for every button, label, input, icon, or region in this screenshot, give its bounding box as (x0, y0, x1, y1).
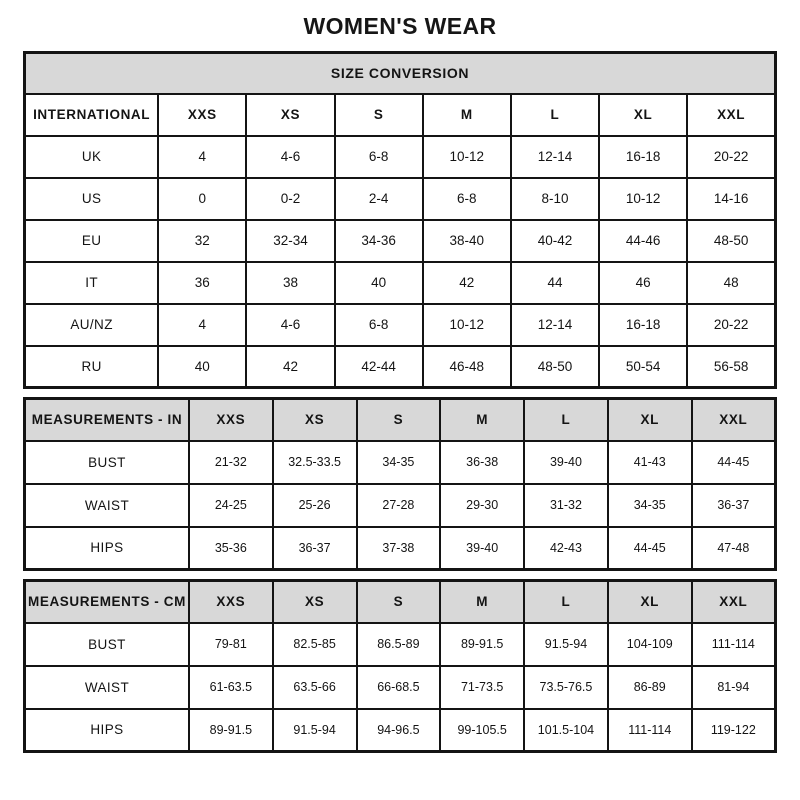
row-label: EU (25, 220, 159, 262)
value-cell: 47-48 (692, 527, 776, 570)
column-header: XL (608, 581, 692, 623)
value-cell: 111-114 (608, 709, 692, 752)
value-cell: 2-4 (335, 178, 423, 220)
value-cell: 20-22 (687, 304, 775, 346)
value-cell: 104-109 (608, 623, 692, 666)
value-cell: 38-40 (423, 220, 511, 262)
value-cell: 36-37 (692, 484, 776, 527)
value-cell: 40 (158, 346, 246, 388)
value-cell: 38 (246, 262, 334, 304)
value-cell: 36 (158, 262, 246, 304)
table-row (25, 304, 776, 346)
page-title: WOMEN'S WEAR (303, 13, 497, 39)
column-header: XS (246, 94, 334, 136)
column-header: XXL (692, 399, 776, 441)
value-cell: 36-37 (273, 527, 357, 570)
value-cell: 63.5-66 (273, 666, 357, 709)
table-row (25, 709, 776, 752)
value-cell: 10-12 (599, 178, 687, 220)
value-cell: 99-105.5 (440, 709, 524, 752)
value-cell: 4-6 (246, 304, 334, 346)
corner-header: MEASUREMENTS - CM (25, 581, 189, 623)
column-header: S (357, 581, 441, 623)
value-cell: 21-32 (189, 441, 273, 484)
value-cell: 34-36 (335, 220, 423, 262)
value-cell: 42-44 (335, 346, 423, 388)
row-label: BUST (25, 441, 189, 484)
value-cell: 86-89 (608, 666, 692, 709)
value-cell: 91.5-94 (524, 623, 608, 666)
corner-header: INTERNATIONAL (25, 94, 159, 136)
measurements-in-table (23, 397, 777, 571)
value-cell: 4-6 (246, 136, 334, 178)
value-cell: 111-114 (692, 623, 776, 666)
value-cell: 73.5-76.5 (524, 666, 608, 709)
table-row (25, 441, 776, 484)
value-cell: 6-8 (423, 178, 511, 220)
value-cell: 50-54 (599, 346, 687, 388)
table-banner: SIZE CONVERSION (25, 53, 776, 94)
value-cell: 14-16 (687, 178, 775, 220)
value-cell: 34-35 (608, 484, 692, 527)
value-cell: 10-12 (423, 304, 511, 346)
column-header: L (524, 399, 608, 441)
value-cell: 66-68.5 (357, 666, 441, 709)
value-cell: 20-22 (687, 136, 775, 178)
value-cell: 61-63.5 (189, 666, 273, 709)
value-cell: 8-10 (511, 178, 599, 220)
value-cell: 41-43 (608, 441, 692, 484)
column-header: XS (273, 581, 357, 623)
column-header: XS (273, 399, 357, 441)
value-cell: 35-36 (189, 527, 273, 570)
value-cell: 86.5-89 (357, 623, 441, 666)
column-header: S (335, 94, 423, 136)
value-cell: 16-18 (599, 304, 687, 346)
value-cell: 24-25 (189, 484, 273, 527)
column-header-row (25, 399, 776, 441)
table-row (25, 178, 776, 220)
column-header-row (25, 581, 776, 623)
value-cell: 44 (511, 262, 599, 304)
value-cell: 42 (246, 346, 334, 388)
table-row (25, 262, 776, 304)
value-cell: 39-40 (440, 527, 524, 570)
row-label: RU (25, 346, 159, 388)
table-row (25, 666, 776, 709)
value-cell: 44-45 (608, 527, 692, 570)
value-cell: 48-50 (687, 220, 775, 262)
value-cell: 101.5-104 (524, 709, 608, 752)
column-header: M (440, 581, 524, 623)
column-header: XXL (692, 581, 776, 623)
value-cell: 94-96.5 (357, 709, 441, 752)
column-header: XL (599, 94, 687, 136)
value-cell: 48-50 (511, 346, 599, 388)
column-header: XXS (189, 581, 273, 623)
value-cell: 29-30 (440, 484, 524, 527)
row-label: WAIST (25, 666, 189, 709)
value-cell: 32 (158, 220, 246, 262)
column-header: M (423, 94, 511, 136)
value-cell: 42 (423, 262, 511, 304)
value-cell: 6-8 (335, 136, 423, 178)
table-row (25, 623, 776, 666)
row-label: BUST (25, 623, 189, 666)
value-cell: 119-122 (692, 709, 776, 752)
value-cell: 4 (158, 304, 246, 346)
value-cell: 71-73.5 (440, 666, 524, 709)
value-cell: 32-34 (246, 220, 334, 262)
column-header: S (357, 399, 441, 441)
column-header: L (524, 581, 608, 623)
value-cell: 0 (158, 178, 246, 220)
value-cell: 44-46 (599, 220, 687, 262)
value-cell: 27-28 (357, 484, 441, 527)
column-header: M (440, 399, 524, 441)
value-cell: 42-43 (524, 527, 608, 570)
corner-header: MEASUREMENTS - IN (25, 399, 189, 441)
value-cell: 40-42 (511, 220, 599, 262)
value-cell: 48 (687, 262, 775, 304)
value-cell: 89-91.5 (440, 623, 524, 666)
table-row (25, 220, 776, 262)
row-label: UK (25, 136, 159, 178)
value-cell: 89-91.5 (189, 709, 273, 752)
value-cell: 46-48 (423, 346, 511, 388)
value-cell: 44-45 (692, 441, 776, 484)
value-cell: 31-32 (524, 484, 608, 527)
value-cell: 10-12 (423, 136, 511, 178)
value-cell: 32.5-33.5 (273, 441, 357, 484)
measurements-cm-table (23, 579, 777, 753)
value-cell: 37-38 (357, 527, 441, 570)
row-label: HIPS (25, 709, 189, 752)
column-header-row (25, 94, 776, 136)
value-cell: 39-40 (524, 441, 608, 484)
value-cell: 46 (599, 262, 687, 304)
column-header: L (511, 94, 599, 136)
table-banner-row (25, 53, 776, 94)
table-row (25, 136, 776, 178)
table-row (25, 346, 776, 388)
value-cell: 56-58 (687, 346, 775, 388)
column-header: XXS (158, 94, 246, 136)
value-cell: 6-8 (335, 304, 423, 346)
value-cell: 36-38 (440, 441, 524, 484)
size-conversion-table (23, 51, 777, 389)
column-header: XL (608, 399, 692, 441)
table-row (25, 527, 776, 570)
row-label: AU/NZ (25, 304, 159, 346)
value-cell: 16-18 (599, 136, 687, 178)
value-cell: 0-2 (246, 178, 334, 220)
value-cell: 40 (335, 262, 423, 304)
row-label: WAIST (25, 484, 189, 527)
value-cell: 82.5-85 (273, 623, 357, 666)
value-cell: 25-26 (273, 484, 357, 527)
value-cell: 79-81 (189, 623, 273, 666)
value-cell: 81-94 (692, 666, 776, 709)
column-header: XXL (687, 94, 775, 136)
value-cell: 12-14 (511, 304, 599, 346)
value-cell: 91.5-94 (273, 709, 357, 752)
row-label: IT (25, 262, 159, 304)
row-label: HIPS (25, 527, 189, 570)
value-cell: 4 (158, 136, 246, 178)
table-row (25, 484, 776, 527)
column-header: XXS (189, 399, 273, 441)
value-cell: 34-35 (357, 441, 441, 484)
value-cell: 12-14 (511, 136, 599, 178)
row-label: US (25, 178, 159, 220)
